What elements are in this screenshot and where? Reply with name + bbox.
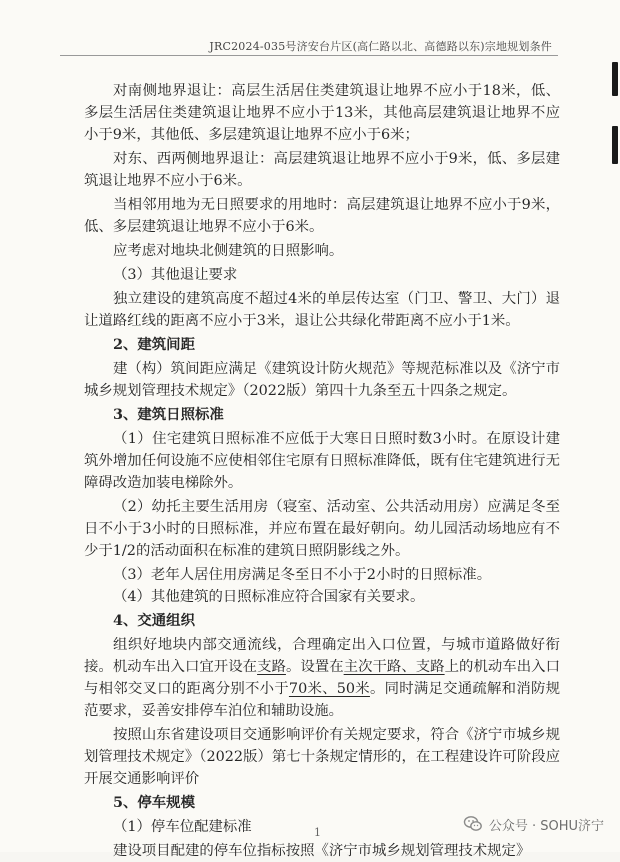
paragraph: （3）其他退让要求: [113, 267, 238, 283]
section-heading: 3、建筑日照标准: [113, 406, 224, 423]
header-rule: [60, 55, 558, 56]
text-run: 上的机动车出入口与相邻交叉口的距离分别不小于: [84, 659, 560, 697]
watermark-text: 公众号 · SOHU济宁: [488, 818, 604, 834]
paragraph: 建设项目配建的停车位指标按照《济宁市城乡规划管理技术规定》: [113, 843, 531, 859]
underlined-text: 70米、50米: [288, 681, 370, 697]
wechat-icon: [463, 814, 483, 834]
paragraph: 当相邻用地为无日照要求的用地时：高层建筑退让地界不应小于9米，低、多层建筑退让地界不应小于6米。: [84, 197, 560, 235]
paragraph: 对东、西两侧地界退让：高层建筑退让地界不应小于9米，低、多层建筑退让地界不应小于6米。: [84, 151, 560, 189]
section-heading: 2、建筑间距: [113, 336, 195, 353]
watermark: [463, 814, 604, 834]
paragraph: 应考虑对地块北侧建筑的日照影响。: [113, 243, 344, 259]
paragraph: [84, 634, 560, 722]
section-heading: 4、交通组织: [113, 612, 195, 629]
page-header: JRC2024-035号济安台片区(高仁路以北、高德路以东)宗地规划条件: [209, 40, 552, 53]
paragraph: 建（构）筑间距应满足《建筑设计防火规范》等规范标准以及《济宁市城乡规划管理技术规定》（2022版）第四十九条至五十四条之规定。: [84, 361, 560, 399]
paragraph: （2）幼托主要生活用房（寝室、活动室、公共活动用房）应满足冬至日不小于3小时的日照标准，并应布置在最好朝向。幼儿园活动场地应有不少于1/2的活动面积在标准的建筑日照阴影线之外。: [84, 499, 560, 559]
text-run: 。设置在: [285, 659, 344, 675]
section-heading: 5、停车规模: [113, 794, 195, 811]
text-run: 。同时满足交通疏解和消防规范要求，妥善安排停车泊位和辅助设施。: [84, 681, 560, 719]
paragraph: 独立建设的建筑高度不超过4米的单层传达室（门卫、警卫、大门）退让道路红线的距离不应小于3米，退让公共绿化带距离不应小于1米。: [84, 291, 560, 329]
paragraph: 对南侧地界退让：高层生活居住类建筑退让地界不应小于18米，低、多层生活居住类建筑退让地界不应小于13米，其他高层建筑退让地界不应小于9米，其他低、多层建筑退让地界不应小于6米；: [84, 83, 560, 143]
underlined-text: 支路: [257, 659, 286, 675]
binding-mark: [612, 62, 618, 96]
page-number: 1: [314, 826, 321, 839]
binding-mark: [612, 126, 618, 164]
paragraph: （4）其他建筑的日照标准应符合国家有关要求。: [113, 589, 425, 605]
paragraph: （1）停车位配建标准: [113, 819, 252, 835]
paragraph: （1）住宅建筑日照标准不应低于大寒日日照时数3小时。在原设计建筑外增加任何设施不应使相邻住宅原有日照标准降低，既有住宅建筑进行无障碍改造加装电梯除外。: [84, 431, 560, 491]
document-body: [84, 80, 560, 862]
text-run: 组织好地块内部交通流线，合理确定出入口位置，与城市道路做好衔接。机动车出入口宜开设在: [84, 637, 560, 675]
paragraph: （3）老年人居住用房满足冬至日不小于2小时的日照标准。: [113, 567, 492, 583]
underlined-text: 主次干路、支路: [343, 659, 445, 675]
paragraph: 按照山东省建设项目交通影响评价有关规定要求，符合《济宁市城乡规划管理技术规定》（2022版）第七十条规定情形的，在工程建设许可阶段应开展交通影响评价: [84, 727, 560, 787]
